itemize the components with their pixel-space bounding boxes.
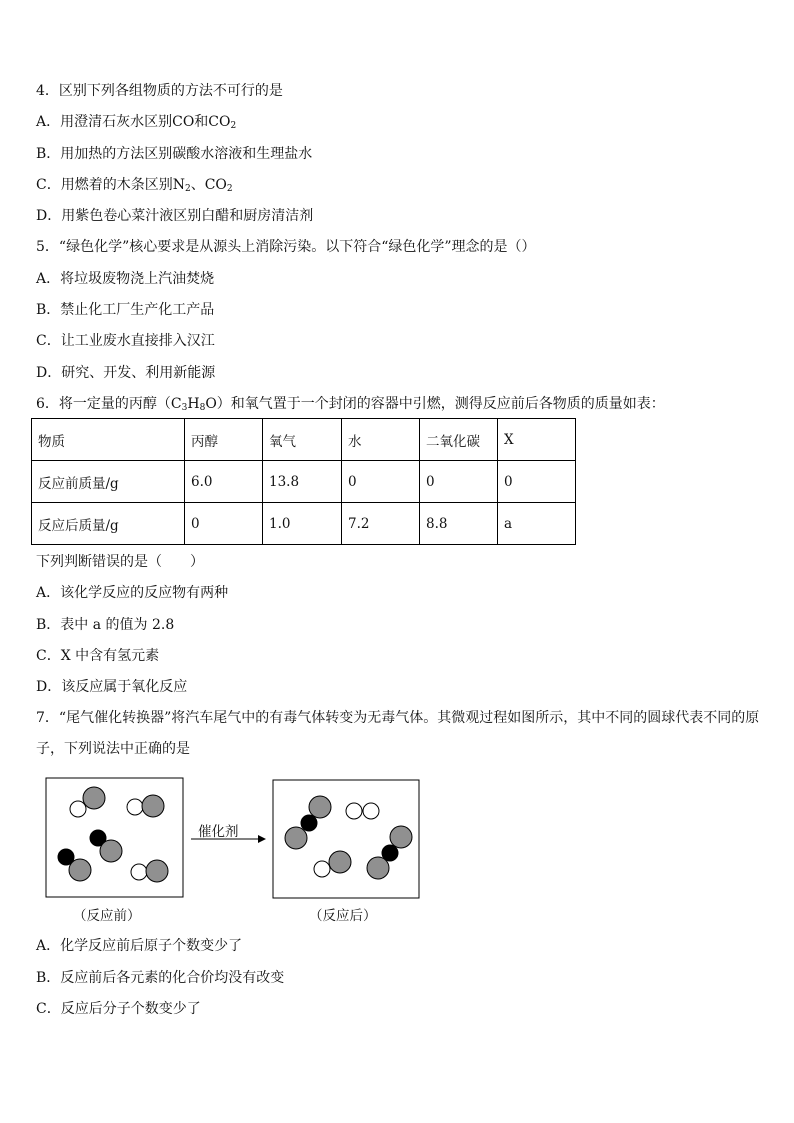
q5-option-c: C．让工业废水直接排入汉江 <box>36 333 215 349</box>
before-molecule-2 <box>127 795 164 817</box>
table-cell: 反应后质量/g <box>32 503 185 545</box>
table-cell: 0 <box>342 461 420 503</box>
table-cell: 反应前质量/g <box>32 461 185 503</box>
table-cell: X <box>498 419 576 461</box>
q6-formula-1: 3 <box>181 403 188 413</box>
after-molecule-3 <box>367 826 412 879</box>
q6-option-b: B．表中 a 的值为 2.8 <box>36 617 175 633</box>
q4-option-d: D．用紫色卷心菜汁液区别白醋和厨房清洁剂 <box>36 208 314 224</box>
q6-formula-3: 8 <box>199 403 206 413</box>
table-cell: a <box>498 503 576 545</box>
q6-judge: 下列判断错误的是（ ） <box>36 554 204 570</box>
table-cell: 丙醇 <box>185 419 263 461</box>
q4-c-sub2: 2 <box>226 184 233 194</box>
before-caption: （反应前） <box>73 908 141 924</box>
after-molecule-1 <box>285 796 331 849</box>
table-cell: 6.0 <box>185 461 263 503</box>
arrow-head <box>258 835 266 843</box>
table-cell: 氧气 <box>263 419 342 461</box>
q6-formula-2: H <box>187 396 200 412</box>
q5-option-d: D．研究、开发、利用新能源 <box>36 365 216 381</box>
q4-stem: 4．区别下列各组物质的方法不可行的是 <box>36 83 283 99</box>
after-molecule-2 <box>346 803 379 819</box>
catalyst-label: 催化剂 <box>198 824 239 840</box>
before-molecule-3 <box>90 830 122 862</box>
q5-option-b: B．禁止化工厂生产化工产品 <box>36 302 215 318</box>
table-cell: 水 <box>342 419 420 461</box>
q6-option-c: C．X 中含有氢元素 <box>36 648 160 664</box>
table-cell: 1.0 <box>263 503 342 545</box>
after-molecule-4 <box>314 851 351 877</box>
q4-c-sub1: 2 <box>184 184 191 194</box>
q5-stem: 5．“绿色化学”核心要求是从源头上消除污染。以下符合“绿色化学”理念的是（） <box>36 239 536 255</box>
before-molecule-1 <box>70 787 105 817</box>
before-molecule-4 <box>58 849 91 881</box>
q4-option-b: B．用加热的方法区别碳酸水溶液和生理盐水 <box>36 146 313 162</box>
q6-option-d: D．该反应属于氧化反应 <box>36 679 188 695</box>
table-cell: 13.8 <box>263 461 342 503</box>
q7-option-b: B．反应前后各元素的化合价均没有改变 <box>36 970 285 986</box>
q6-stem-pre: 6．将一定量的丙醇（C <box>36 396 182 412</box>
table-cell: 0 <box>420 461 498 503</box>
q5-option-a: A．将垃圾废物浇上汽油焚烧 <box>36 271 215 287</box>
q6-formula-4: O <box>205 396 217 412</box>
table-cell: 0 <box>185 503 263 545</box>
table-cell: 物质 <box>32 419 185 461</box>
q4-c-text: C．用燃着的木条区别N <box>36 177 185 193</box>
before-molecule-5 <box>131 860 168 882</box>
after-caption: （反应后） <box>309 908 377 924</box>
table-cell: 二氧化碳 <box>420 419 498 461</box>
q7-stem-line2: 子，下列说法中正确的是 <box>36 741 190 757</box>
table-cell: 7.2 <box>342 503 420 545</box>
q6-option-a: A．该化学反应的反应物有两种 <box>36 585 229 601</box>
q6-stem-post: ）和氧气置于一个封闭的容器中引燃，测得反应前后各物质的质量如表： <box>216 396 665 412</box>
q7-option-c: C．反应后分子个数变少了 <box>36 1001 201 1017</box>
q4-a-text: A．用澄清石灰水区别CO和CO <box>36 114 231 130</box>
q7-stem-line1: 7．“尾气催化转换器”将汽车尾气中的有毒气体转变为无毒气体。其微观过程如图所示，其中不同的圆球代表不同的原 <box>36 710 760 726</box>
q4-c-mid: 、CO <box>190 177 227 193</box>
table-cell: 8.8 <box>420 503 498 545</box>
q7-option-a: A．化学反应前后原子个数变少了 <box>36 938 243 954</box>
table-cell: 0 <box>498 461 576 503</box>
q4-a-sub: 2 <box>230 121 237 131</box>
